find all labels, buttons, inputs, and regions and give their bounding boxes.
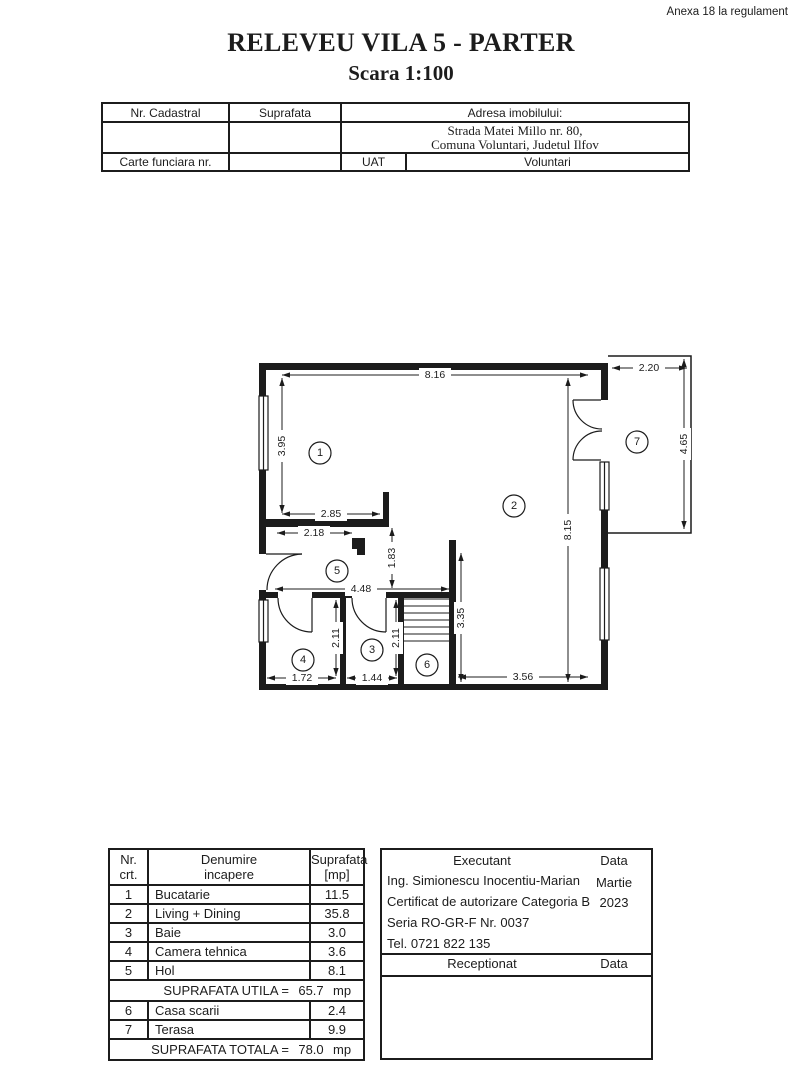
room-marker-staircase: [416, 654, 438, 676]
adresa-line2: Comuna Voluntari, Judetul Ilfov: [431, 136, 599, 152]
svg-text:2.85: 2.85: [320, 508, 342, 520]
col-header-nr: Nr. crt.: [109, 849, 148, 885]
suprafata-totala-row: [109, 1039, 364, 1060]
table-row: 2 Living + Dining 35.8: [109, 904, 364, 923]
scale-subtitle: Scara 1:100: [348, 61, 454, 85]
svg-text:1.83: 1.83: [386, 547, 398, 569]
room-marker-hall: [326, 560, 348, 582]
col-header-name: Denumire incapere: [148, 849, 310, 885]
dim-terrace-width: [612, 361, 687, 375]
svg-text:4: 4: [299, 654, 307, 666]
svg-text:3.56: 3.56: [512, 671, 534, 683]
table-row: 3 Baie 3.0: [109, 923, 364, 942]
receptionat-data-label: Data: [600, 956, 628, 971]
svg-text:2.20: 2.20: [638, 362, 660, 374]
utila-value: 65.7: [298, 983, 324, 998]
svg-text:1.44: 1.44: [361, 672, 383, 684]
svg-text:7: 7: [633, 436, 641, 448]
rooms-table: [108, 848, 368, 1061]
totala-label: SUPRAFATA TOTALA =: [151, 1042, 289, 1057]
dim-hall-width: [277, 526, 352, 540]
room-marker-kitchen: [309, 442, 331, 464]
svg-text:2.11: 2.11: [390, 628, 402, 648]
table-row: 5 Hol 8.1: [109, 961, 364, 980]
dim-room4-width: [267, 671, 336, 685]
dim-kitchen-depth: [275, 378, 289, 513]
receptionat-label: Receptionat: [447, 956, 517, 971]
executant-box: [380, 848, 653, 1060]
dim-top-width: [282, 368, 588, 382]
svg-text:5: 5: [333, 565, 341, 577]
executant-year: 2023: [599, 895, 629, 910]
dim-kitchen-opening: [282, 507, 380, 521]
executant-certificate: Certificat de autorizare Categoria B: [387, 894, 591, 909]
nr-cadastral-label: Nr. Cadastral: [102, 103, 229, 122]
room-marker-terrace: [626, 431, 648, 453]
utila-label: SUPRAFATA UTILA =: [163, 983, 289, 998]
receptionat-row: [382, 953, 651, 977]
room-marker-bathroom: [361, 639, 383, 661]
svg-text:1.72: 1.72: [291, 672, 313, 684]
table-row: 7 Terasa 9.9: [109, 1020, 364, 1039]
totala-value: 78.0: [298, 1042, 324, 1057]
suprafata-utila-row: [109, 980, 364, 1001]
svg-text:1: 1: [316, 447, 324, 459]
room-marker-living: [503, 495, 525, 517]
stair-treads: [404, 599, 449, 641]
svg-text:2.18: 2.18: [303, 527, 325, 539]
svg-text:8.15: 8.15: [562, 519, 574, 541]
adresa-label: Adresa imobilului:: [341, 103, 689, 122]
col-header-area: Suprafata [mp]: [310, 849, 364, 885]
table-row: 6 Casa scarii 2.4: [109, 1001, 364, 1020]
svg-text:3.95: 3.95: [276, 435, 288, 457]
executant-label: Executant: [453, 853, 511, 868]
table-row: 4 Camera tehnica 3.6: [109, 942, 364, 961]
dim-stair-well-depth: [454, 553, 468, 682]
totala-unit: mp: [333, 1042, 352, 1057]
svg-text:4.48: 4.48: [350, 583, 372, 595]
executant-month: Martie: [595, 875, 633, 890]
room-marker-technical: [292, 649, 314, 671]
dim-living-depth: [561, 378, 575, 682]
svg-text:6: 6: [423, 659, 431, 671]
annex-note: Anexa 18 la regulament: [666, 6, 788, 18]
dim-terrace-depth: [677, 359, 691, 529]
svg-text:4.65: 4.65: [678, 433, 690, 455]
suprafata-label: Suprafata: [229, 103, 341, 122]
dim-room3-width: [347, 671, 397, 685]
uat-value: Voluntari: [406, 153, 689, 171]
svg-text:2.11: 2.11: [330, 628, 342, 648]
adresa-line1: Strada Matei Millo nr. 80,: [447, 122, 583, 138]
executant-name: Ing. Simionescu Inocentiu-Marian: [387, 873, 580, 888]
svg-text:2: 2: [510, 500, 518, 512]
svg-text:8.16: 8.16: [424, 369, 446, 381]
page-title: RELEVEU VILA 5 - PARTER: [227, 28, 575, 57]
utila-unit: mp: [333, 983, 352, 998]
dim-hall-passage-depth: [385, 528, 399, 588]
executant-phone: Tel. 0721 822 135: [387, 936, 491, 951]
executant-series: Seria RO-GR-F Nr. 0037: [387, 915, 530, 930]
executant-data-label: Data: [600, 853, 628, 868]
svg-text:3.35: 3.35: [455, 607, 467, 629]
uat-label: UAT: [341, 153, 406, 171]
svg-text:3: 3: [368, 644, 376, 656]
table-row: 1 Bucatarie 11.5: [109, 885, 364, 904]
carte-funciara-label: Carte funciara nr.: [102, 153, 229, 171]
